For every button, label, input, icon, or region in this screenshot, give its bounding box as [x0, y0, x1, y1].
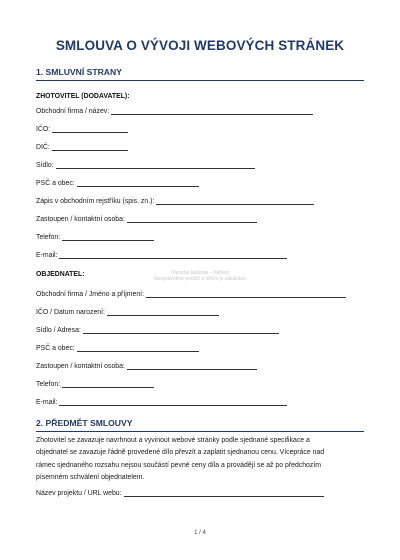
- document-title: SMLOUVA O VÝVOJI WEBOVÝCH STRÁNEK: [55, 38, 345, 53]
- field-label: Název projektu / URL webu:: [36, 490, 122, 497]
- project-name-field: [36, 489, 324, 499]
- client-zip-city-input[interactable]: [77, 344, 199, 352]
- contractor-email-input[interactable]: [59, 251, 287, 259]
- contractor-register-field: [36, 197, 314, 207]
- section-1-divider: [36, 80, 364, 81]
- section-1-heading: 1. SMLUVNÍ STRANY: [36, 67, 122, 77]
- field-label: Telefon:: [36, 234, 61, 241]
- client-ico-dob-field: [36, 308, 219, 318]
- contractor-address-field: [36, 161, 255, 171]
- client-heading: OBJEDNATEL:: [36, 271, 85, 278]
- paragraph-line: písemném schválení objednatelem.: [36, 473, 145, 481]
- contractor-name-input[interactable]: [111, 107, 313, 115]
- contractor-ico-field: [36, 125, 128, 135]
- contractor-phone-input[interactable]: [62, 233, 154, 241]
- contractor-name-field: [36, 107, 313, 117]
- contractor-zip-city-field: [36, 179, 199, 189]
- field-label: Obchodní firma / název:: [36, 108, 110, 115]
- client-email-field: [36, 398, 287, 408]
- paragraph-line: objednatel se zavazuje řádně provedené dílo převzít a zaplatit sjednanou cenu. Vícepráce nad: [36, 449, 325, 457]
- contractor-representative-field: [36, 215, 257, 225]
- field-label: Obchodní firma / Jméno a příjmení:: [36, 291, 144, 298]
- field-label: IČO:: [36, 126, 51, 133]
- contractor-representative-input[interactable]: [127, 215, 257, 223]
- contractor-dic-field: [36, 143, 128, 153]
- field-label: IČO / Datum narození:: [36, 309, 105, 316]
- watermark-line-1: Placená šablona – náhled: [171, 270, 229, 276]
- field-label: Sídlo / Adresa:: [36, 327, 81, 334]
- field-label: DIČ:: [36, 144, 50, 151]
- contractor-email-field: [36, 251, 287, 261]
- project-name-input[interactable]: [124, 489, 324, 497]
- client-email-input[interactable]: [59, 398, 287, 406]
- client-ico-dob-input[interactable]: [107, 308, 219, 316]
- watermark: [0, 270, 400, 282]
- contractor-heading: ZHOTOVITEL (DODAVATEL):: [36, 93, 130, 100]
- contractor-dic-input[interactable]: [52, 143, 128, 151]
- section-2-heading: 2. PŘEDMĚT SMLOUVY: [36, 418, 133, 428]
- field-label: Zastoupen / kontaktní osoba:: [36, 216, 125, 223]
- field-label: Telefon:: [36, 381, 61, 388]
- field-label: Zápis v obchodním rejstříku (spis. zn.):: [36, 198, 155, 205]
- field-label: PSČ a obec:: [36, 345, 75, 352]
- field-label: Sídlo:: [36, 162, 54, 169]
- page-number: 1 / 4: [194, 530, 206, 536]
- contractor-address-input[interactable]: [56, 161, 255, 169]
- paragraph-line: Zhotovitel se zavazuje navrhnout a vyvinout webové stránky podle sjednané specifikace a: [36, 437, 310, 444]
- client-phone-input[interactable]: [62, 380, 154, 388]
- field-label: PSČ a obec:: [36, 180, 75, 187]
- field-label: E-mail:: [36, 252, 58, 259]
- field-label: Zastoupen / kontaktní osoba:: [36, 363, 125, 370]
- client-representative-field: [36, 362, 257, 372]
- client-address-field: [36, 326, 279, 336]
- watermark-line-2: Neoprávněné použití a šíření je zakázáno: [153, 276, 247, 282]
- client-representative-input[interactable]: [127, 362, 257, 370]
- client-phone-field: [36, 380, 154, 390]
- contractor-zip-city-input[interactable]: [77, 179, 199, 187]
- client-address-input[interactable]: [83, 326, 279, 334]
- field-label: E-mail:: [36, 399, 58, 406]
- paragraph-line: rámec sjednaného rozsahu nejsou součástí pevné ceny díla a provádějí se až po předchozím: [36, 461, 321, 469]
- contractor-phone-field: [36, 233, 154, 243]
- section-2-divider: [36, 431, 364, 432]
- client-name-field: [36, 290, 346, 300]
- contractor-ico-input[interactable]: [52, 125, 128, 133]
- client-name-input[interactable]: [146, 290, 346, 298]
- subject-paragraph: [36, 435, 336, 484]
- contractor-register-input[interactable]: [156, 197, 314, 205]
- client-zip-city-field: [36, 344, 199, 354]
